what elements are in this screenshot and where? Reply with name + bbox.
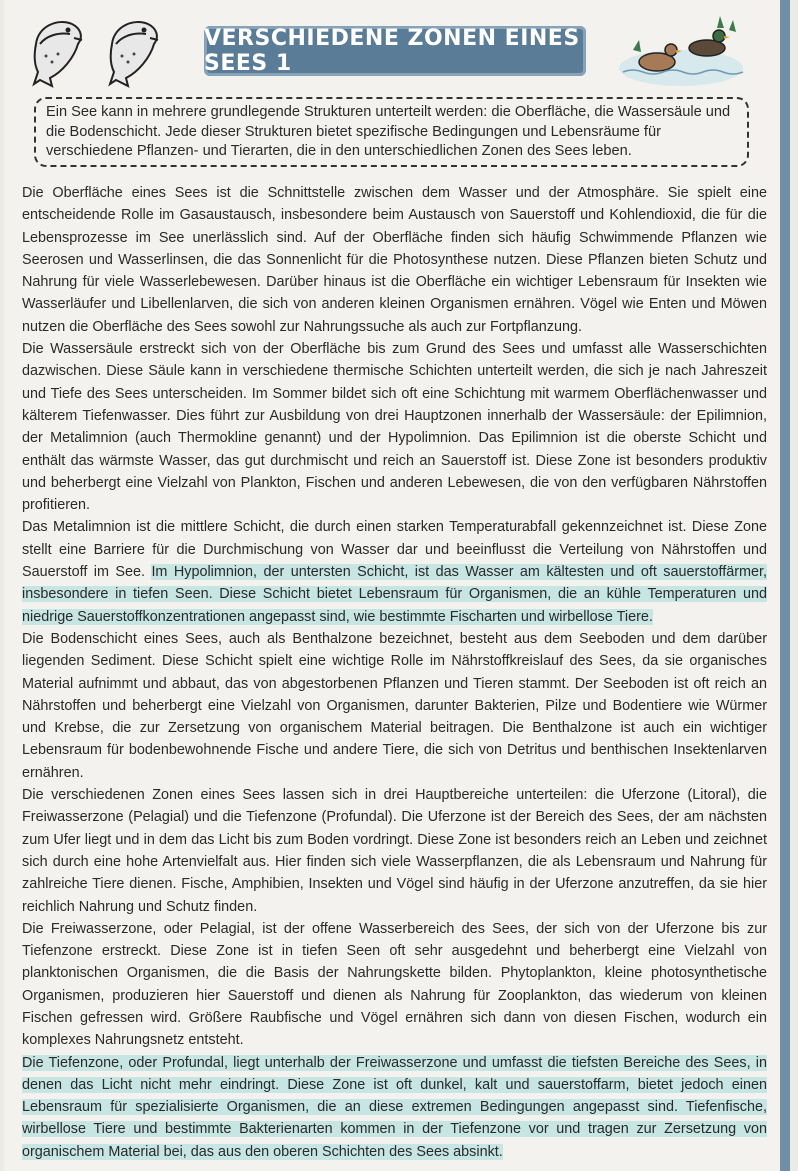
paragraph-zones: Die verschiedenen Zonen eines Sees lassen sich in drei Hauptbereiche unterteilen: die Uferzone (Litoral), die Freiwasserzone (Pelagial) und die Tiefenzone (Profundal). Die Uferzone ist der Bereich des Sees, der am nächsten zum Ufer liegt und in dem das Licht bis zum Boden vordringt. Diese Zone ist besonders reich an Leben und zeichnet sich durch eine hohe Artenvielfalt aus. Hier finden sich viele Wasserpflanzen, die als Lebensraum und Nahrung für zahlreiche Tiere dienen. Fische, Amphibien, Insekten und Vögel sind häufig in der Uferzone anzutreffen, da sie hier reichlich Nahrung und Schutz finden. (22, 787, 767, 915)
intro-box: Ein See kann in mehrere grundlegende Strukturen unterteilt werden: die Oberfläche, die Wassersäule und die Bodenschicht. Jede dieser Strukturen bietet spezifische Bedingungen und Lebensräume für verschiedene Pflanzen- und Tierarten, die in den unterschiedlichen Zonen des Sees leben. (34, 97, 749, 167)
paragraph-pelagial: Die Freiwasserzone, oder Pelagial, ist der offene Wasserbereich des Sees, der sich von der Uferzone bis zur Tiefenzone erstreckt. Diese Zone ist in tiefen Seen oft sehr ausgedehnt und beherbergt eine Vielzahl von planktonischen Organismen, die die Basis der Nahrungskette bilden. Phytoplankton, kleine photosynthetische Organismen, produzieren hier Sauerstoff und dienen als Nahrung für Zooplankton, das wiederum von kleinen Fischen gefressen wird. Größere Raubfische und Vögel ernähren sich dann von diesen Fischen, wodurch ein komplexes Nahrungsnetz entsteht. (22, 920, 767, 1049)
paragraph-surface: Die Oberfläche eines Sees ist die Schnittstelle zwischen dem Wasser und der Atmosphäre. Sie spielt eine entscheidende Rolle im Gasaustausch, insbesondere beim Austausch von Sauerstoff und Kohlendioxid, die für die Lebensprozesse im See unerlässlich sind. Auf der Oberfläche finden sich häufig Schwimmende Pflanzen wie Seerosen und Wasserlinsen, die das Sonnenlicht für die Photosynthese nutzen. Diese Pflanzen bieten Schutz und Nahrung für viele Wasserlebewesen. Darüber hinaus ist die Oberfläche ein wichtiger Lebensraum für Insekten wie Wasserläufer und Libellenlarven, die sich von anderen kleinen Organismen ernähren. Vögel wie Enten und Möwen nutzen die Oberfläche des Sees sowohl zur Nahrungssuche als auch zur Fortpflanzung. (22, 185, 767, 335)
body-text (22, 182, 767, 1163)
fish-icon (28, 14, 86, 88)
paragraph-water-column: Die Wassersäule erstreckt sich von der Oberfläche bis zum Grund des Sees und umfasst alle Wasserschichten dazwischen. Diese Säule kann in verschiedene thermische Schichten unterteilt werden, die sich je nach Jahreszeit und Tiefe des Sees unterscheiden. Im Sommer bildet sich oft eine Schichtung mit warmem Oberflächenwasser und kälterem Tiefenwasser. Dies führt zur Ausbildung von drei Hauptzonen innerhalb der Wassersäule: der Epilimnion, der Metalimnion (auch Thermokline genannt) und der Hypolimnion. Das Epilimnion ist die oberste Schicht und enthält das wärmste Wasser, das gut durchmischt und reich an Sauerstoff ist. Diese Zone ist besonders produktiv und beherbergt eine Vielzahl von Plankton, Fischen und anderen Lebewesen, die von den verfügbaren Nährstoffen profitieren. (22, 341, 767, 514)
header (4, 0, 784, 95)
worksheet-page (4, 0, 784, 1171)
page-edge (780, 0, 790, 1171)
fish-icon (104, 14, 162, 88)
paragraph-metalimnion (22, 516, 767, 627)
title-banner (204, 26, 586, 76)
paragraph-metalimnion-text: Das Metalimnion ist die mittlere Schicht, die durch einen starken Temperaturabfall gekennzeichnet ist. Diese Zone stellt eine Barriere für die Durchmischung von Wasser dar und beeinflusst die Verteilung von Nährstoffen und Sauerstoff im See. (22, 519, 767, 581)
highlighted-profundal-text: Die Tiefenzone, oder Profundal, liegt unterhalb der Freiwasserzone und umfasst die tiefsten Bereiche des Sees, in denen das Licht nicht mehr eindringt. Diese Zone ist oft dunkel, kalt und sauerstoffarm, bietet jedoch einen Lebensraum für spezialisierte Organismen, die an diese extremen Bedingungen angepasst sind. Tiefenfische, wirbellose Tiere und bestimmte Bakterienarten kommen in der Tiefenzone vor und tragen zur Zersetzung von organischem Material bei, das aus den oberen Schichten des Sees absinkt. (22, 1054, 767, 1160)
highlighted-hypolimnion-text: Im Hypolimnion, der untersten Schicht, ist das Wasser am kältesten und oft sauerstoffärmer, insbesondere in tiefen Seen. Diese Schicht bietet Lebensraum für Organismen, die an kühle Temperaturen und niedrige Sauerstoffkonzentrationen angepasst sind, wie bestimmte Fischarten und wirbellose Tiere. (22, 564, 767, 625)
paragraph-benthal: Die Bodenschicht eines Sees, auch als Benthalzone bezeichnet, besteht aus dem Seeboden und dem darüber liegenden Sediment. Diese Schicht spielt eine wichtige Rolle im Nährstoffkreislauf des Sees, da sie organisches Material aufnimmt und abbaut, das von abgestorbenen Pflanzen und Tieren stammt. Der Seeboden ist oft reich an Nährstoffen und beherbergt eine Vielzahl von Organismen, darunter Bakterien, Pilze und Bodentiere wie Würmer und Krebse, die zur Zersetzung von organischem Material beitragen. Die Benthalzone ist auch ein wichtiger Lebensraum für bodenbewohnende Fische und andere Tiere, die sich von Detritus und benthischen Insektenlarven ernähren. (22, 630, 767, 781)
page-title: VERSCHIEDENE ZONEN EINES SEES 1 (204, 26, 580, 76)
paragraph-profundal (22, 1052, 767, 1163)
ducks-icon (619, 10, 749, 90)
